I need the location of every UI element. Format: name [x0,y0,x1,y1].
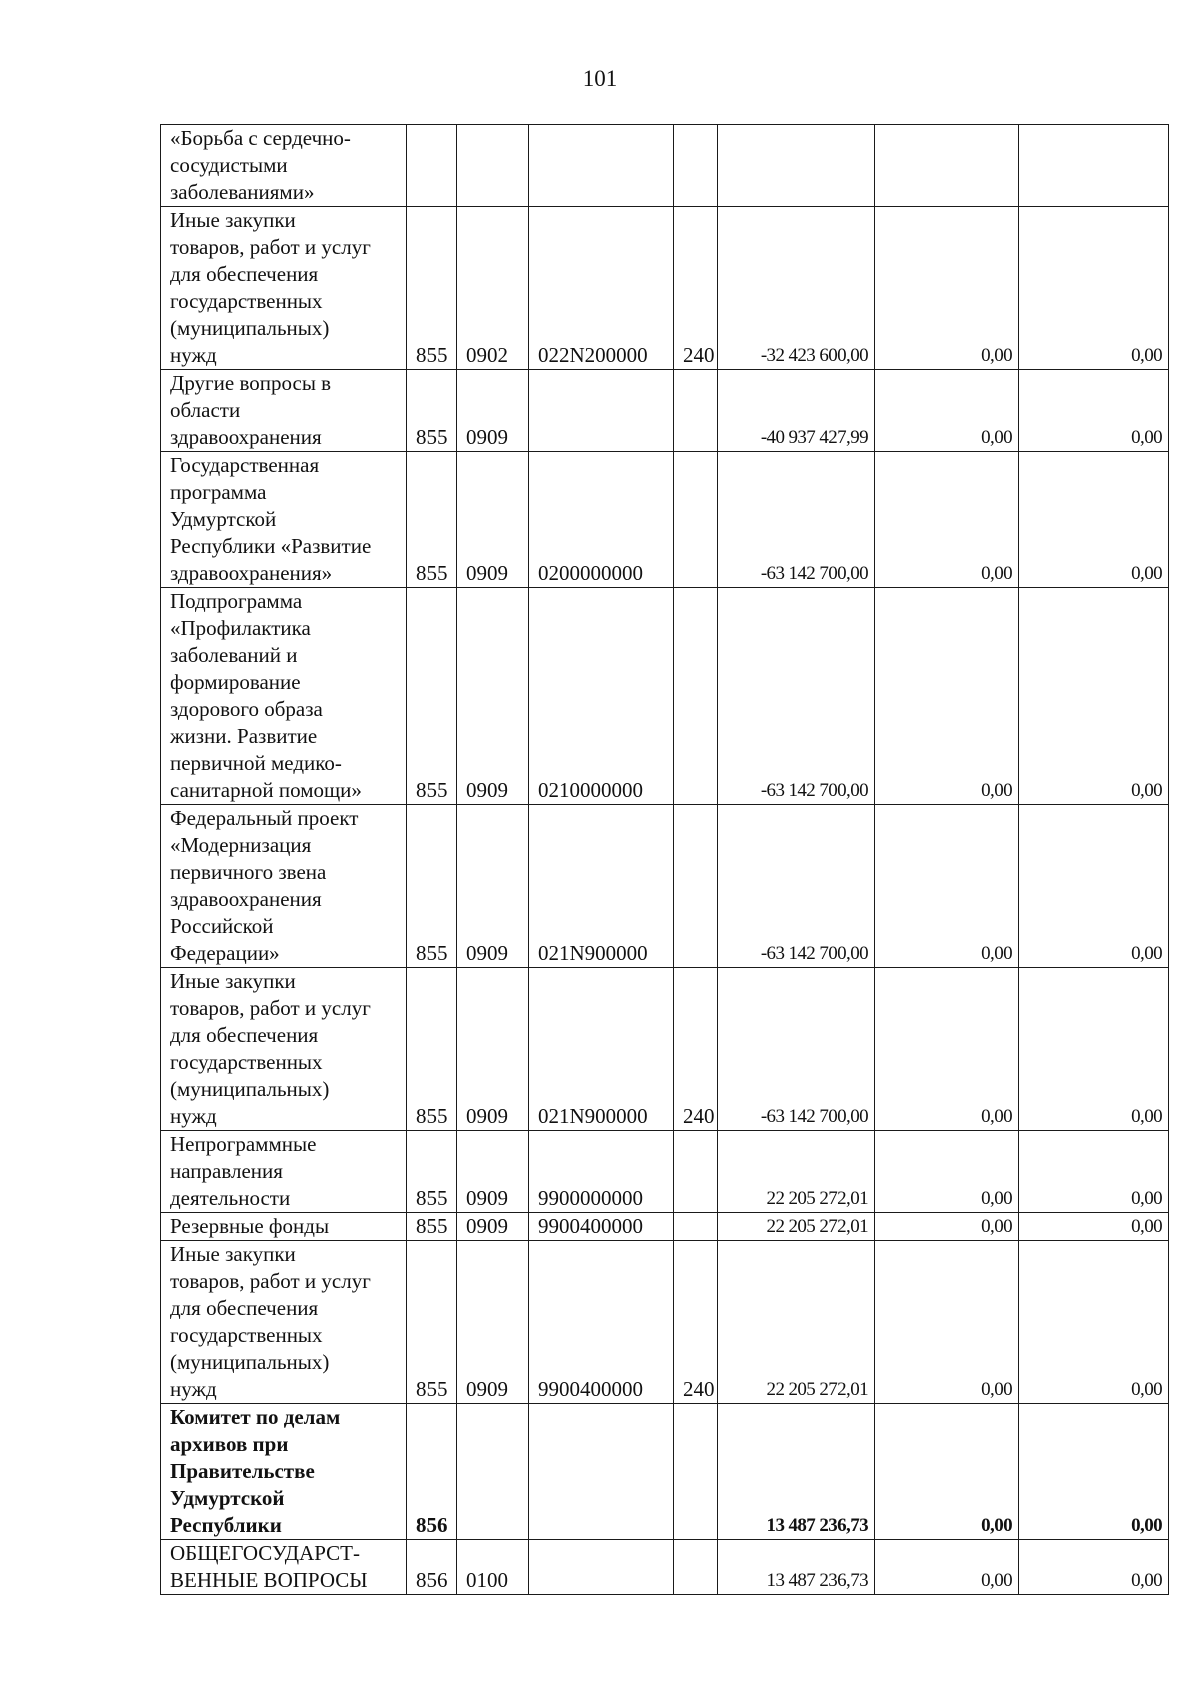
amount-cell: 0,00 [1019,968,1169,1131]
expense-type-cell: 240 [674,207,718,370]
amount-cell: 0,00 [1019,370,1169,452]
section-code-cell: 0909 [457,1241,529,1404]
amount-cell: 0,00 [1019,588,1169,805]
amount-cell: -63 142 700,00 [718,805,875,968]
amount-cell: 0,00 [875,452,1019,588]
amount-cell: 0,00 [875,1131,1019,1213]
amount-cell: 22 205 272,01 [718,1213,875,1241]
table-body [161,125,1169,1595]
expense-type-cell: 240 [674,968,718,1131]
table-row [161,207,1169,370]
table-row [161,805,1169,968]
table-row [161,1131,1169,1213]
target-article-cell [529,370,674,452]
target-article-cell [529,125,674,207]
page-number: 101 [582,66,618,91]
section-code-cell: 0909 [457,805,529,968]
target-article-cell: 0210000000 [529,588,674,805]
amount-cell: -40 937 427,99 [718,370,875,452]
amount-cell: 13 487 236,73 [718,1404,875,1540]
table-row [161,1540,1169,1595]
table-row [161,588,1169,805]
budget-table [160,124,1169,1595]
amount-cell: 0,00 [1019,1131,1169,1213]
amount-cell: 0,00 [1019,452,1169,588]
amount-cell: 0,00 [875,1404,1019,1540]
section-code-cell [457,125,529,207]
amount-cell: 0,00 [1019,1241,1169,1404]
amount-cell [1019,125,1169,207]
row-name-cell: Федеральный проект «Модернизация первичного звена здравоохранения Российской Федерации» [161,805,407,968]
amount-cell: 22 205 272,01 [718,1131,875,1213]
row-name-cell: «Борьба с сердечно- сосудистыми заболеваниями» [161,125,407,207]
amount-cell: 0,00 [1019,1404,1169,1540]
amount-cell: 22 205 272,01 [718,1241,875,1404]
expense-type-cell [674,1213,718,1241]
section-code-cell: 0909 [457,588,529,805]
section-code-cell: 0902 [457,207,529,370]
target-article-cell: 022N200000 [529,207,674,370]
target-article-cell: 021N900000 [529,968,674,1131]
amount-cell: 0,00 [875,370,1019,452]
amount-cell: 0,00 [875,1213,1019,1241]
section-code-cell: 0100 [457,1540,529,1595]
section-code-cell: 0909 [457,968,529,1131]
ved-code-cell: 855 [407,1241,457,1404]
ved-code-cell: 855 [407,588,457,805]
expense-type-cell [674,1404,718,1540]
amount-cell: -32 423 600,00 [718,207,875,370]
ved-code-cell: 855 [407,207,457,370]
amount-cell: 0,00 [875,588,1019,805]
ved-code-cell: 856 [407,1540,457,1595]
row-name-cell: Другие вопросы в области здравоохранения [161,370,407,452]
table-row [161,968,1169,1131]
target-article-cell [529,1540,674,1595]
table-row [161,452,1169,588]
amount-cell: 0,00 [875,968,1019,1131]
amount-cell: 0,00 [875,1241,1019,1404]
section-code-cell: 0909 [457,1131,529,1213]
table-row [161,1241,1169,1404]
section-code-cell: 0909 [457,1213,529,1241]
expense-type-cell [674,805,718,968]
ved-code-cell: 856 [407,1404,457,1540]
row-name-cell: Комитет по делам архивов при Правительстве Удмуртской Республики [161,1404,407,1540]
amount-cell: 0,00 [875,207,1019,370]
section-code-cell [457,1404,529,1540]
expense-type-cell [674,125,718,207]
target-article-cell: 021N900000 [529,805,674,968]
ved-code-cell: 855 [407,805,457,968]
amount-cell: -63 142 700,00 [718,968,875,1131]
section-code-cell: 0909 [457,452,529,588]
ved-code-cell: 855 [407,1213,457,1241]
row-name-cell: Иные закупки товаров, работ и услуг для обеспечения государственных (муниципальных) нужд [161,1241,407,1404]
ved-code-cell: 855 [407,968,457,1131]
amount-cell: -63 142 700,00 [718,452,875,588]
row-name-cell: Иные закупки товаров, работ и услуг для обеспечения государственных (муниципальных) нужд [161,207,407,370]
amount-cell: 0,00 [1019,805,1169,968]
row-name-cell: Государственная программа Удмуртской Республики «Развитие здравоохранения» [161,452,407,588]
amount-cell [718,125,875,207]
row-name-cell: Непрограммные направления деятельности [161,1131,407,1213]
ved-code-cell: 855 [407,452,457,588]
section-code-cell: 0909 [457,370,529,452]
expense-type-cell [674,1540,718,1595]
row-name-cell: ОБЩЕГОСУДАРСТ- ВЕННЫЕ ВОПРОСЫ [161,1540,407,1595]
amount-cell: 0,00 [875,805,1019,968]
expense-type-cell: 240 [674,1241,718,1404]
expense-type-cell [674,370,718,452]
target-article-cell: 9900400000 [529,1241,674,1404]
amount-cell: 0,00 [1019,1540,1169,1595]
table-row [161,1213,1169,1241]
target-article-cell: 0200000000 [529,452,674,588]
amount-cell [875,125,1019,207]
ved-code-cell [407,125,457,207]
expense-type-cell [674,452,718,588]
target-article-cell: 9900400000 [529,1213,674,1241]
amount-cell: 0,00 [1019,1213,1169,1241]
table-row [161,125,1169,207]
expense-type-cell [674,588,718,805]
target-article-cell [529,1404,674,1540]
target-article-cell: 9900000000 [529,1131,674,1213]
ved-code-cell: 855 [407,1131,457,1213]
amount-cell: 0,00 [1019,207,1169,370]
row-name-cell: Резервные фонды [161,1213,407,1241]
expense-type-cell [674,1131,718,1213]
table-row [161,370,1169,452]
table-row [161,1404,1169,1540]
row-name-cell: Подпрограмма «Профилактика заболеваний и формирование здорового образа жизни. Развитие первичной медико- санитарной помощи» [161,588,407,805]
ved-code-cell: 855 [407,370,457,452]
amount-cell: 0,00 [875,1540,1019,1595]
row-name-cell: Иные закупки товаров, работ и услуг для обеспечения государственных (муниципальных) нужд [161,968,407,1131]
amount-cell: -63 142 700,00 [718,588,875,805]
amount-cell: 13 487 236,73 [718,1540,875,1595]
